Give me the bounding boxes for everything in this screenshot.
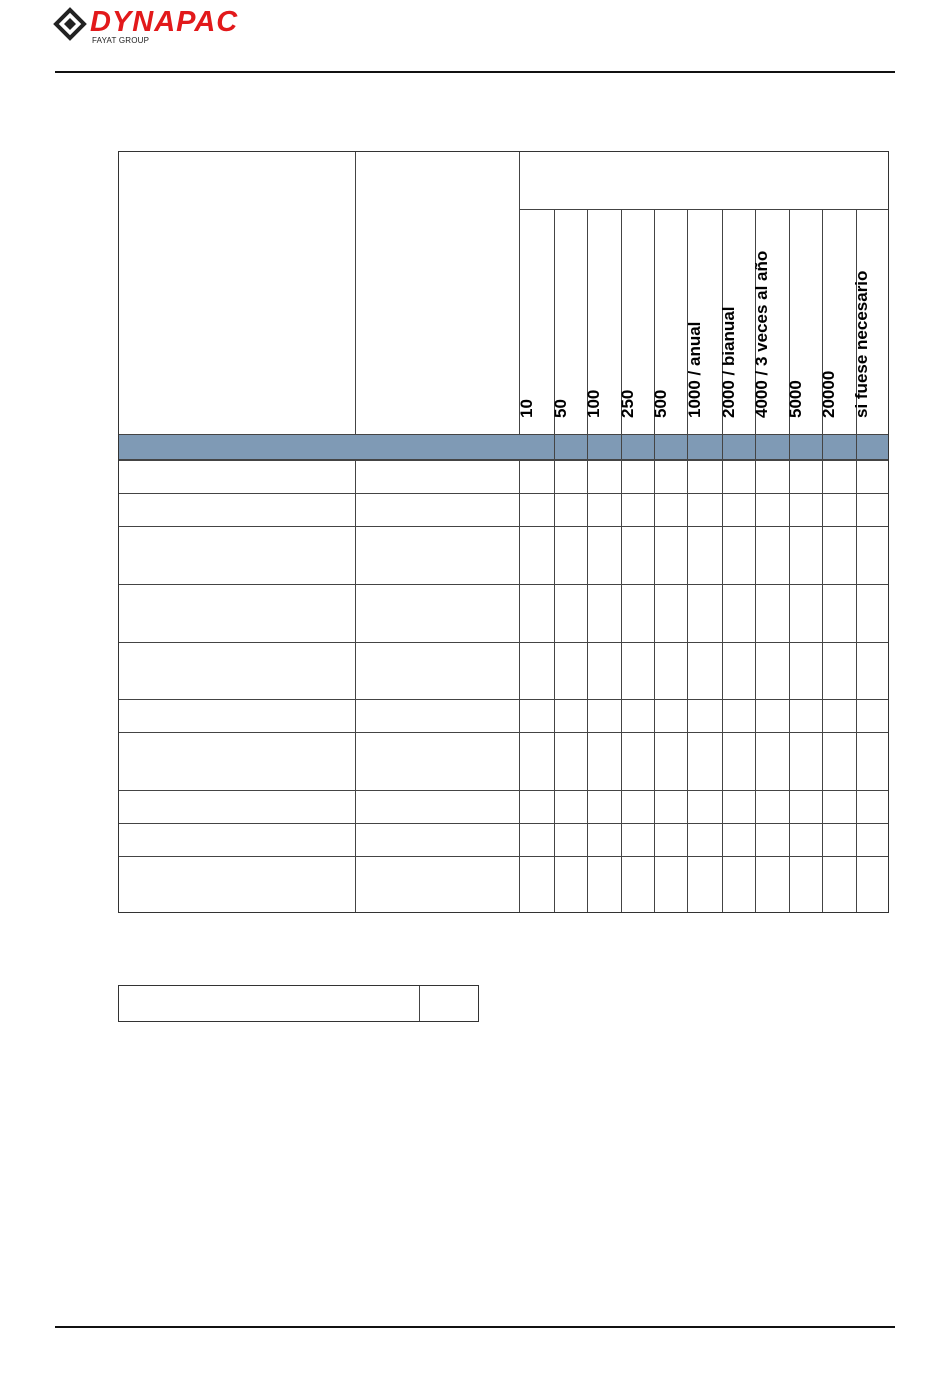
section-band	[119, 434, 888, 460]
interval-header	[684, 212, 722, 432]
interval-header	[852, 212, 888, 432]
interval-header-label: 100	[584, 389, 603, 418]
logo-subtitle: FAYAT GROUP	[92, 36, 150, 45]
dynapac-diamond-icon	[52, 6, 92, 42]
table-divider	[355, 152, 356, 912]
table-divider	[519, 209, 888, 210]
table-row	[119, 823, 888, 824]
table-row	[119, 856, 888, 857]
interval-header	[718, 212, 755, 432]
dynapac-logo	[52, 6, 312, 46]
interval-header	[752, 212, 789, 432]
interval-header-label: 1000 / anual	[684, 321, 704, 418]
interval-header	[516, 212, 554, 432]
interval-header-label: 5000	[785, 380, 805, 418]
table-row	[119, 526, 888, 527]
table-row	[119, 460, 888, 461]
interval-header-label: 4000 / 3 veces al año	[752, 250, 771, 418]
maintenance-table	[118, 151, 889, 913]
interval-header-label: 500	[650, 389, 670, 418]
footer-rule	[55, 1326, 895, 1328]
table-row	[119, 790, 888, 791]
summary-table	[118, 985, 479, 1022]
interval-header	[650, 212, 687, 432]
interval-header	[550, 212, 587, 432]
interval-header	[785, 212, 822, 432]
table-row	[119, 642, 888, 643]
interval-header	[617, 212, 654, 432]
interval-header-label: 10	[516, 399, 536, 418]
table-row	[119, 584, 888, 585]
header-rule	[55, 71, 895, 73]
interval-header-label: 250	[617, 389, 637, 418]
interval-header-label: 50	[550, 399, 570, 418]
interval-header-label: 2000 / bianual	[718, 306, 738, 418]
table-row	[119, 493, 888, 494]
interval-header	[819, 212, 856, 432]
table-divider	[419, 986, 420, 1021]
table-row	[119, 732, 888, 733]
interval-header	[584, 212, 621, 432]
interval-header-label: 20000	[819, 370, 838, 418]
table-row	[119, 699, 888, 700]
logo-wordmark: DYNAPAC	[90, 6, 239, 38]
interval-header-label: si fuese necesario	[852, 270, 871, 418]
